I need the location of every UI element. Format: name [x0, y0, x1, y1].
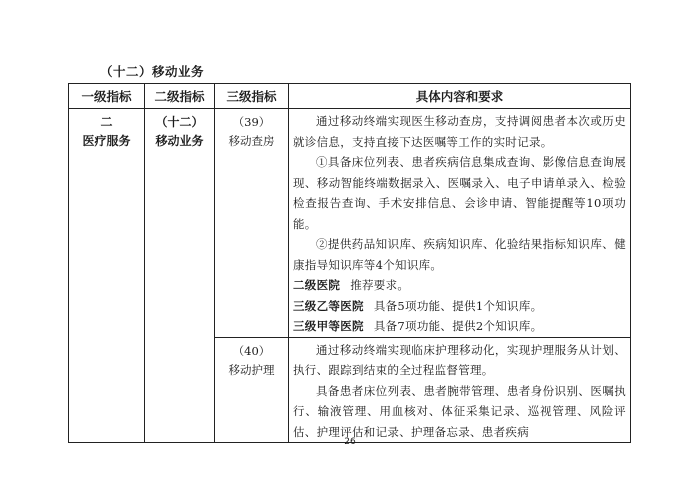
content-cell-40: [289, 337, 631, 443]
table-header-row: [69, 84, 631, 109]
header-level2: 二级指标: [145, 84, 215, 109]
header-level1: 一级指标: [69, 84, 145, 109]
level3-cell-39: [215, 109, 289, 338]
grade-requirement: [293, 316, 626, 337]
grade-name: 二级医院: [293, 278, 341, 292]
level2-cell: [145, 109, 215, 443]
content-cell-39: [289, 109, 631, 338]
grade-requirement: [293, 275, 626, 296]
grade-text: 具备5项功能、提供1个知识库。: [373, 298, 543, 313]
level3-code: （39）: [232, 115, 271, 129]
content-paragraph: 具备患者床位列表、患者腕带管理、患者身份识别、医嘱执行、输液管理、用血核对、体征采集记录、巡视管理、风险评估、护理评估和记录、护理备忘录、患者疾病: [293, 383, 626, 439]
content-paragraph: 通过移动终端实现临床护理移动化，实现护理服务从计划、执行、跟踪到结束的全过程监督管理。: [293, 342, 626, 377]
content-paragraph: ①具备床位列表、患者疾病信息集成查询、影像信息查询展现、移动智能终端数据录入、医嘱录入、电子申请单录入、检验检查报告查询、手术安排信息、会诊申请、智能提醒等10项功能。: [293, 155, 626, 231]
grade-name: 三级乙等医院: [293, 298, 364, 313]
level2-number: （十二）: [155, 115, 204, 129]
section-title: （十二）移动业务: [100, 64, 205, 79]
grade-requirement: [293, 296, 626, 317]
level3-name: 移动护理: [228, 362, 275, 377]
indicator-table: [68, 83, 631, 443]
grade-name: 三级甲等医院: [293, 319, 364, 333]
content-paragraph: 通过移动终端实现医生移动查房，支持调阅患者本次或历史就诊信息，支持直接下达医嘱等工作的实时记录。: [293, 114, 626, 149]
grade-text: 具备7项功能、提供2个知识库。: [373, 319, 543, 333]
table-row: [69, 109, 631, 338]
header-level3: 三级指标: [215, 84, 289, 109]
level1-cell: [69, 109, 145, 443]
level1-number: 二: [100, 115, 113, 129]
level3-cell-40: [215, 337, 289, 443]
level3-name: 移动查房: [228, 134, 275, 148]
level1-name: 医疗服务: [82, 134, 131, 148]
level2-name: 移动业务: [155, 134, 204, 148]
grade-text: 推荐要求。: [350, 278, 410, 292]
page-number: 26: [344, 437, 356, 447]
level3-code: （40）: [232, 343, 271, 358]
header-content: 具体内容和要求: [289, 84, 631, 109]
content-paragraph: ②提供药品知识库、疾病知识库、化验结果指标知识库、健康指导知识库等4个知识库。: [293, 237, 626, 272]
